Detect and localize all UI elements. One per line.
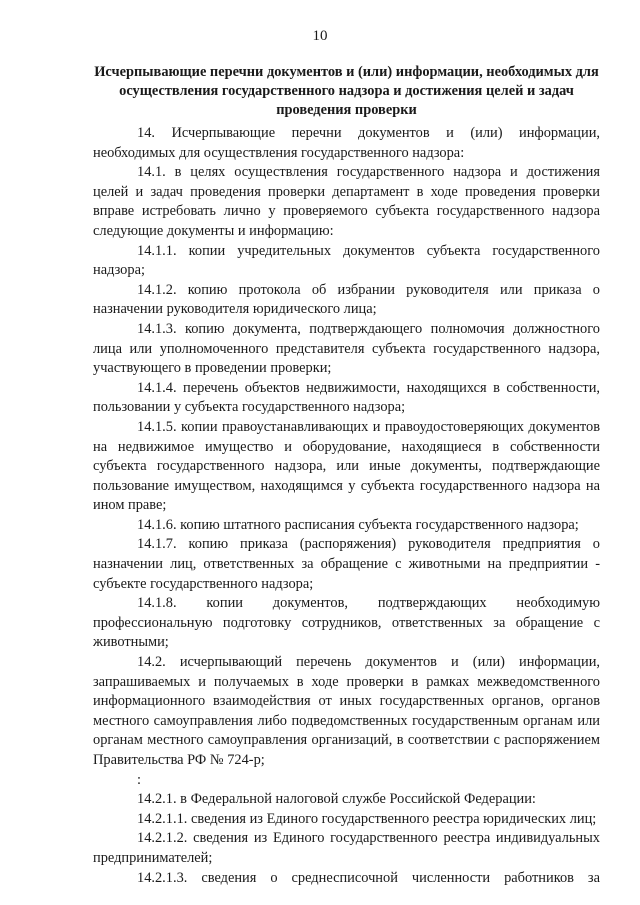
paragraph-14-1-7: 14.1.7. копию приказа (распоряжения) руководителя предприятия о назначении лиц, ответственных за обращение с животными на предприятии - субъекте государственного надзора; (93, 536, 600, 592)
paragraph-14-1-8: 14.1.8. копии документов, подтверждающих необходимую профессиональную подготовку сотрудников, ответственных за обращение с животными; (93, 595, 600, 651)
paragraph-14-2-1-3: 14.2.1.3. сведения о среднесписочной численности работников за (137, 869, 600, 886)
colon-marker: : (137, 771, 141, 788)
paragraph-14-2-1-1: 14.2.1.1. сведения из Единого государственного реестра юридических лиц; (137, 810, 597, 827)
paragraph-14-1-1: 14.1.1. копии учредительных документов субъекта государственного надзора; (93, 242, 600, 279)
paragraph-14-2-1: 14.2.1. в Федеральной налоговой службе Российской Федерации: (137, 791, 536, 808)
paragraph-14: 14. Исчерпывающие перечни документов и (или) информации, необходимых для осуществления государственного надзора: (93, 125, 600, 161)
paragraph-14-2-1-2: 14.2.1.2. сведения из Единого государственного реестра индивидуальных предпринимателей; (93, 830, 600, 866)
paragraph-14-1-3: 14.1.3. копию документа, подтверждающего полномочия должностного лица или уполномоченного представителя субъекта государственного надзора, участвующего в проведении проверки; (93, 320, 600, 377)
section-title: Исчерпывающие перечни документов и (или) информации, необходимых для осуществления государственного надзора и достижения целей и задач проведения проверки (94, 64, 599, 118)
paragraph-14-1-2: 14.1.2. копию протокола об избрании руководителя или приказа о назначении руководителя юридического лица; (93, 281, 600, 318)
paragraph-14-1: 14.1. в целях осуществления государственного надзора и достижения целей и задач проведения проверки департамент в ходе проведения проверки вправе истребовать лично у проверяемого субъекта государственного надзора следующие документы и информацию: (93, 164, 600, 239)
document-body (93, 124, 600, 888)
paragraph-14-1-6: 14.1.6. копию штатного расписания субъекта государственного надзора; (137, 516, 579, 533)
page-number: 10 (312, 28, 328, 44)
paragraph-14-1-5: 14.1.5. копии правоустанавливающих и правоудостоверяющих документов на недвижимое имущество и оборудование, находящиеся в собственности субъекта государственного надзора, или иные документы, подтверждающие пользование имуществом, находящимся у субъекта государственного надзора на ином праве; (93, 418, 600, 514)
paragraph-14-1-4: 14.1.4. перечень объектов недвижимости, находящихся в собственности, пользовании у субъекта государственного надзора; (93, 379, 600, 416)
paragraph-14-2: 14.2. исчерпывающий перечень документов и (или) информации, запрашиваемых и получаемых в ходе проверки в рамках межведомственного информационного взаимодействия от иных государственных органов, органов местного самоуправления либо подведомственных государственным органам или органам местного самоуправления организаций, в соответствии с распоряжением Правительства РФ № 724-р; (93, 654, 600, 768)
